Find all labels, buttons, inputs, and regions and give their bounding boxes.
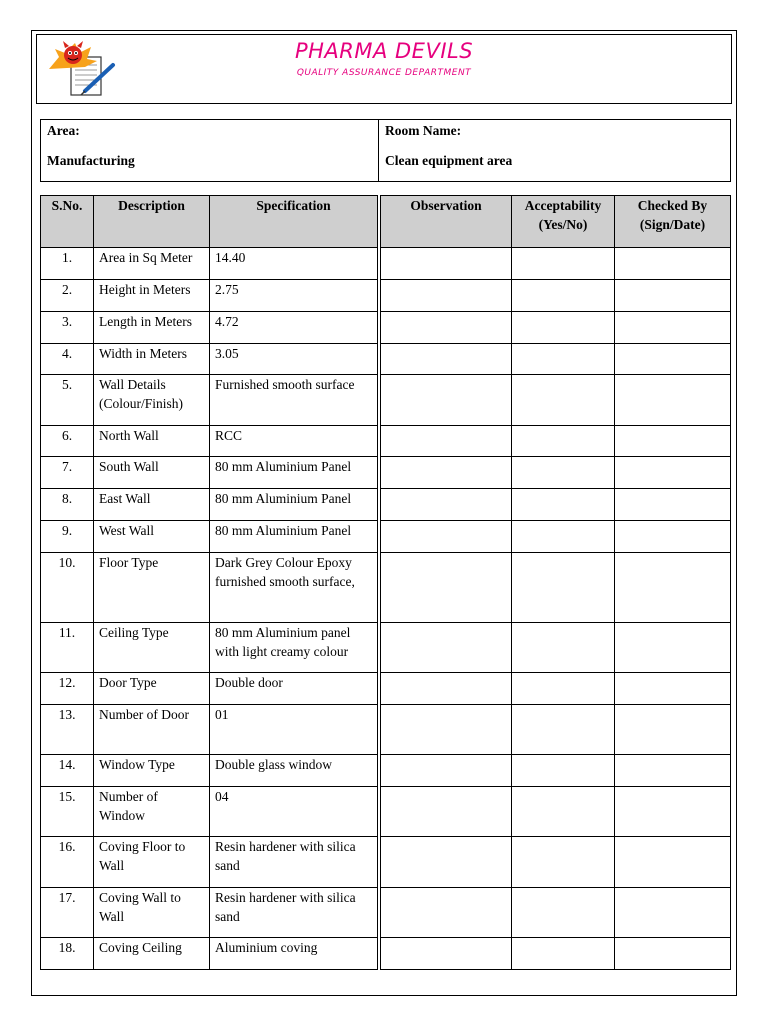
row-description: Width in Meters bbox=[94, 344, 210, 375]
table-row bbox=[41, 787, 731, 837]
row-acceptability-field[interactable] bbox=[512, 787, 615, 837]
area-value: Manufacturing bbox=[47, 153, 135, 168]
row-observation-field[interactable] bbox=[381, 705, 512, 755]
area-cell bbox=[41, 120, 379, 182]
row-specification: 3.05 bbox=[210, 344, 378, 375]
row-acceptability-field[interactable] bbox=[512, 344, 615, 375]
row-description: Coving Wall to Wall bbox=[94, 888, 210, 938]
row-specification: Resin hardener with silica sand bbox=[210, 888, 378, 938]
table-row bbox=[41, 375, 731, 426]
row-acceptability-field[interactable] bbox=[512, 521, 615, 553]
verification-table bbox=[40, 195, 731, 970]
row-checked-by-field[interactable] bbox=[615, 426, 731, 457]
row-checked-by-field[interactable] bbox=[615, 673, 731, 705]
row-checked-by-field[interactable] bbox=[615, 375, 731, 426]
brand-title: PHARMA DEVILS bbox=[294, 39, 474, 63]
row-description: Door Type bbox=[94, 673, 210, 705]
table-row bbox=[41, 888, 731, 938]
area-info-table bbox=[40, 119, 731, 182]
table-row bbox=[41, 457, 731, 489]
table-row bbox=[41, 623, 731, 673]
table-row bbox=[41, 938, 731, 970]
row-specification: Dark Grey Colour Epoxy furnished smooth surface, bbox=[210, 553, 378, 623]
row-description: Coving Floor to Wall bbox=[94, 837, 210, 888]
row-specification: Resin hardener with silica sand bbox=[210, 837, 378, 888]
row-checked-by-field[interactable] bbox=[615, 312, 731, 344]
row-description: North Wall bbox=[94, 426, 210, 457]
header-checked-by: Checked By (Sign/Date) bbox=[615, 196, 731, 248]
row-sno: 10. bbox=[41, 553, 94, 623]
header-sno: S.No. bbox=[41, 196, 94, 248]
row-sno: 4. bbox=[41, 344, 94, 375]
row-observation-field[interactable] bbox=[381, 489, 512, 521]
area-label: Area: bbox=[47, 123, 80, 138]
row-sno: 11. bbox=[41, 623, 94, 673]
row-observation-field[interactable] bbox=[381, 426, 512, 457]
row-observation-field[interactable] bbox=[381, 457, 512, 489]
document-header bbox=[36, 34, 732, 104]
row-specification: 80 mm Aluminium Panel bbox=[210, 457, 378, 489]
header-acceptability: Acceptability (Yes/No) bbox=[512, 196, 615, 248]
row-sno: 7. bbox=[41, 457, 94, 489]
row-specification: 01 bbox=[210, 705, 378, 755]
row-acceptability-field[interactable] bbox=[512, 938, 615, 970]
row-observation-field[interactable] bbox=[381, 623, 512, 673]
table-row bbox=[41, 248, 731, 280]
row-sno: 3. bbox=[41, 312, 94, 344]
row-sno: 15. bbox=[41, 787, 94, 837]
row-acceptability-field[interactable] bbox=[512, 248, 615, 280]
row-specification: 4.72 bbox=[210, 312, 378, 344]
row-description: Floor Type bbox=[94, 553, 210, 623]
row-description: East Wall bbox=[94, 489, 210, 521]
row-acceptability-field[interactable] bbox=[512, 375, 615, 426]
row-checked-by-field[interactable] bbox=[615, 787, 731, 837]
row-observation-field[interactable] bbox=[381, 938, 512, 970]
table-row bbox=[41, 426, 731, 457]
row-sno: 6. bbox=[41, 426, 94, 457]
brand-subtitle: QUALITY ASSURANCE DEPARTMENT bbox=[296, 68, 472, 78]
row-observation-field[interactable] bbox=[381, 521, 512, 553]
table-row bbox=[41, 344, 731, 375]
row-description: Coving Ceiling bbox=[94, 938, 210, 970]
row-specification: Double glass window bbox=[210, 755, 378, 787]
row-checked-by-field[interactable] bbox=[615, 888, 731, 938]
table-row bbox=[41, 705, 731, 755]
row-observation-field[interactable] bbox=[381, 344, 512, 375]
row-description: Ceiling Type bbox=[94, 623, 210, 673]
row-description: Area in Sq Meter bbox=[94, 248, 210, 280]
row-checked-by-field[interactable] bbox=[615, 755, 731, 787]
row-checked-by-field[interactable] bbox=[615, 344, 731, 375]
row-specification: 2.75 bbox=[210, 280, 378, 312]
row-acceptability-field[interactable] bbox=[512, 553, 615, 623]
row-description: Length in Meters bbox=[94, 312, 210, 344]
row-sno: 5. bbox=[41, 375, 94, 426]
row-sno: 8. bbox=[41, 489, 94, 521]
row-checked-by-field[interactable] bbox=[615, 705, 731, 755]
table-header-row bbox=[41, 196, 731, 248]
table-row bbox=[41, 280, 731, 312]
row-description: West Wall bbox=[94, 521, 210, 553]
row-observation-field[interactable] bbox=[381, 553, 512, 623]
row-acceptability-field[interactable] bbox=[512, 312, 615, 344]
row-description: South Wall bbox=[94, 457, 210, 489]
row-observation-field[interactable] bbox=[381, 837, 512, 888]
row-observation-field[interactable] bbox=[381, 673, 512, 705]
row-acceptability-field[interactable] bbox=[512, 489, 615, 521]
row-checked-by-field[interactable] bbox=[615, 280, 731, 312]
row-acceptability-field[interactable] bbox=[512, 280, 615, 312]
row-acceptability-field[interactable] bbox=[512, 837, 615, 888]
row-sno: 18. bbox=[41, 938, 94, 970]
row-acceptability-field[interactable] bbox=[512, 426, 615, 457]
row-checked-by-field[interactable] bbox=[615, 553, 731, 623]
row-specification: Furnished smooth surface bbox=[210, 375, 378, 426]
row-checked-by-field[interactable] bbox=[615, 623, 731, 673]
row-specification: 14.40 bbox=[210, 248, 378, 280]
row-observation-field[interactable] bbox=[381, 312, 512, 344]
table-row bbox=[41, 755, 731, 787]
room-name-label: Room Name: bbox=[385, 123, 462, 138]
row-acceptability-field[interactable] bbox=[512, 673, 615, 705]
row-sno: 12. bbox=[41, 673, 94, 705]
room-name-cell bbox=[379, 120, 731, 182]
row-description: Wall Details (Colour/Finish) bbox=[94, 375, 210, 426]
row-specification: 80 mm Aluminium Panel bbox=[210, 521, 378, 553]
row-acceptability-field[interactable] bbox=[512, 457, 615, 489]
row-sno: 9. bbox=[41, 521, 94, 553]
row-specification: RCC bbox=[210, 426, 378, 457]
row-description: Window Type bbox=[94, 755, 210, 787]
row-checked-by-field[interactable] bbox=[615, 248, 731, 280]
row-acceptability-field[interactable] bbox=[512, 755, 615, 787]
table-row bbox=[41, 521, 731, 553]
row-observation-field[interactable] bbox=[381, 888, 512, 938]
row-sno: 1. bbox=[41, 248, 94, 280]
row-specification: 80 mm Aluminium panel with light creamy colour bbox=[210, 623, 378, 673]
row-specification: 04 bbox=[210, 787, 378, 837]
row-specification: 80 mm Aluminium Panel bbox=[210, 489, 378, 521]
header-description: Description bbox=[94, 196, 210, 248]
row-sno: 13. bbox=[41, 705, 94, 755]
row-description: Number of Door bbox=[94, 705, 210, 755]
table-row bbox=[41, 837, 731, 888]
header-specification: Specification bbox=[210, 196, 378, 248]
row-observation-field[interactable] bbox=[381, 787, 512, 837]
row-sno: 17. bbox=[41, 888, 94, 938]
table-row bbox=[41, 553, 731, 623]
row-acceptability-field[interactable] bbox=[512, 623, 615, 673]
header-observation: Observation bbox=[381, 196, 512, 248]
row-checked-by-field[interactable] bbox=[615, 938, 731, 970]
room-name-value: Clean equipment area bbox=[385, 153, 513, 168]
row-observation-field[interactable] bbox=[381, 280, 512, 312]
row-specification: Aluminium coving bbox=[210, 938, 378, 970]
row-observation-field[interactable] bbox=[381, 248, 512, 280]
row-specification: Double door bbox=[210, 673, 378, 705]
table-row bbox=[41, 312, 731, 344]
row-sno: 16. bbox=[41, 837, 94, 888]
row-description: Number of Window bbox=[94, 787, 210, 837]
row-acceptability-field[interactable] bbox=[512, 888, 615, 938]
row-sno: 14. bbox=[41, 755, 94, 787]
row-checked-by-field[interactable] bbox=[615, 457, 731, 489]
row-checked-by-field[interactable] bbox=[615, 837, 731, 888]
row-sno: 2. bbox=[41, 280, 94, 312]
row-checked-by-field[interactable] bbox=[615, 521, 731, 553]
row-checked-by-field[interactable] bbox=[615, 489, 731, 521]
row-acceptability-field[interactable] bbox=[512, 705, 615, 755]
row-description: Height in Meters bbox=[94, 280, 210, 312]
row-observation-field[interactable] bbox=[381, 375, 512, 426]
row-observation-field[interactable] bbox=[381, 755, 512, 787]
table-row bbox=[41, 673, 731, 705]
table-row bbox=[41, 489, 731, 521]
